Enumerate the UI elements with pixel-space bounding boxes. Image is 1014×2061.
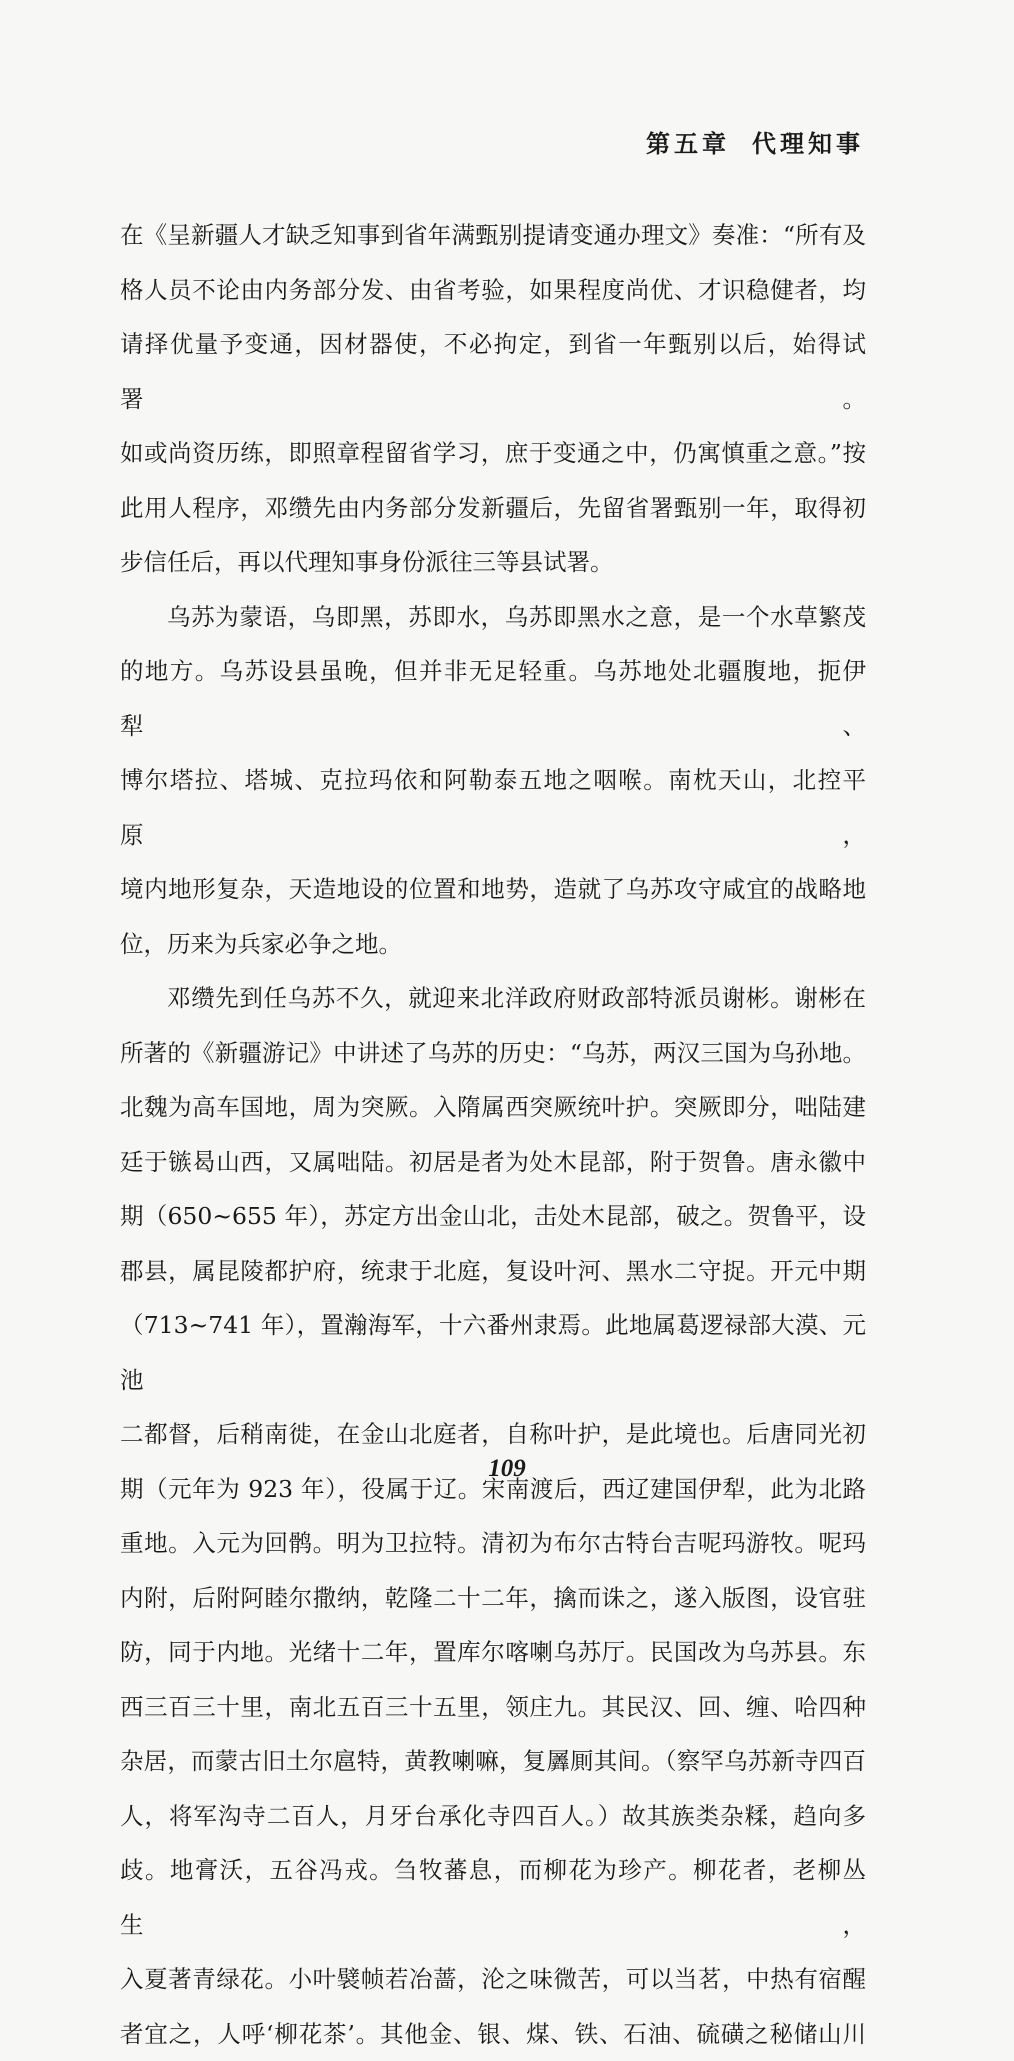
- text-line: 的地方。乌苏设县虽晚，但并非无足轻重。乌苏地处北疆腹地，扼伊犁、: [120, 644, 866, 753]
- text-line: 在《呈新疆人才缺乏知事到省年满甄别提请变通办理文》奏准：“所有及: [120, 208, 866, 263]
- text-line: 步信任后，再以代理知事身份派往三等县试署。: [120, 535, 866, 590]
- text-line: 邓缵先到任乌苏不久，就迎来北洋政府财政部特派员谢彬。谢彬在: [120, 971, 866, 1026]
- text-line: 期（元年为 923 年），役属于辽。宋南渡后，西辽建国伊犁，此为北路: [120, 1462, 866, 1517]
- text-line: 西三百三十里，南北五百三十五里，领庄九。其民汉、回、缠、哈四种: [120, 1680, 866, 1735]
- text-line: 乌苏为蒙语，乌即黑，苏即水，乌苏即黑水之意，是一个水草繁茂: [120, 590, 866, 645]
- text-line: 期（650~655 年），苏定方出金山北，击处木昆部，破之。贺鲁平，设: [120, 1189, 866, 1244]
- text-line: 博尔塔拉、塔城、克拉玛依和阿勒泰五地之咽喉。南枕天山，北控平原，: [120, 753, 866, 862]
- chapter-title: 代理知事: [752, 129, 864, 158]
- running-header: [646, 124, 864, 159]
- text-line: 者宜之，人呼‘柳花茶’。其他金、银、煤、铁、石油、硫磺之秘储山川: [120, 2007, 866, 2061]
- text-line: 杂居，而蒙古旧土尔扈特，黄教喇嘛，复羼厠其间。（察罕乌苏新寺四百: [120, 1734, 866, 1789]
- text-line: 境内地形复杂，天造地设的位置和地势，造就了乌苏攻守咸宜的战略地: [120, 862, 866, 917]
- text-line: 此用人程序，邓缵先由内务部分发新疆后，先留省署甄别一年，取得初: [120, 481, 866, 536]
- text-line: 如或尚资历练，即照章程留省学习，庶于变通之中，仍寓慎重之意。”按: [120, 426, 866, 481]
- text-line: 重地。入元为回鹘。明为卫拉特。清初为布尔古特台吉呢玛游牧。呢玛: [120, 1516, 866, 1571]
- text-line: 内附，后附阿睦尔撒纳，乾隆二十二年，擒而诛之，遂入版图，设官驻: [120, 1571, 866, 1626]
- text-line: 二都督，后稍南徙，在金山北庭者，自称叶护，是此境也。后唐同光初: [120, 1407, 866, 1462]
- text-line: 歧。地膏沃，五谷冯戎。刍牧蕃息，而柳花为珍产。柳花者，老柳丛生，: [120, 1843, 866, 1952]
- text-line: 所著的《新疆游记》中讲述了乌苏的历史：“乌苏，两汉三国为乌孙地。: [120, 1026, 866, 1081]
- page-number: 109: [0, 1455, 1014, 1483]
- text-line: （713~741 年），置瀚海军，十六番州隶焉。此地属葛逻禄部大漠、元池: [120, 1298, 866, 1407]
- body-text: [120, 208, 866, 2061]
- text-line: 请择优量予变通，因材器使，不必拘定，到省一年甄别以后，始得试署。: [120, 317, 866, 426]
- text-line: 廷于镞曷山西，又属咄陆。初居是者为处木昆部，附于贺鲁。唐永徽中: [120, 1135, 866, 1190]
- text-line: 入夏著青绿花。小叶襞帧若冶蔷，沦之味微苦，可以当茗，中热有宿醒: [120, 1952, 866, 2007]
- text-line: 位，历来为兵家必争之地。: [120, 917, 866, 972]
- text-line: 郡县，属昆陵都护府，统隶于北庭，复设叶河、黑水二守捉。开元中期: [120, 1244, 866, 1299]
- text-line: 格人员不论由内务部分发、由省考验，如果程度尚优、才识稳健者，均: [120, 263, 866, 318]
- text-line: 人，将军沟寺二百人，月牙台承化寺四百人。）故其族类杂糅，趋向多: [120, 1789, 866, 1844]
- chapter-number: 第五章: [646, 129, 730, 158]
- text-line: 北魏为高车国地，周为突厥。入隋属西突厥统叶护。突厥即分，咄陆建: [120, 1080, 866, 1135]
- text-line: 防，同于内地。光绪十二年，置库尔喀喇乌苏厅。民国改为乌苏县。东: [120, 1625, 866, 1680]
